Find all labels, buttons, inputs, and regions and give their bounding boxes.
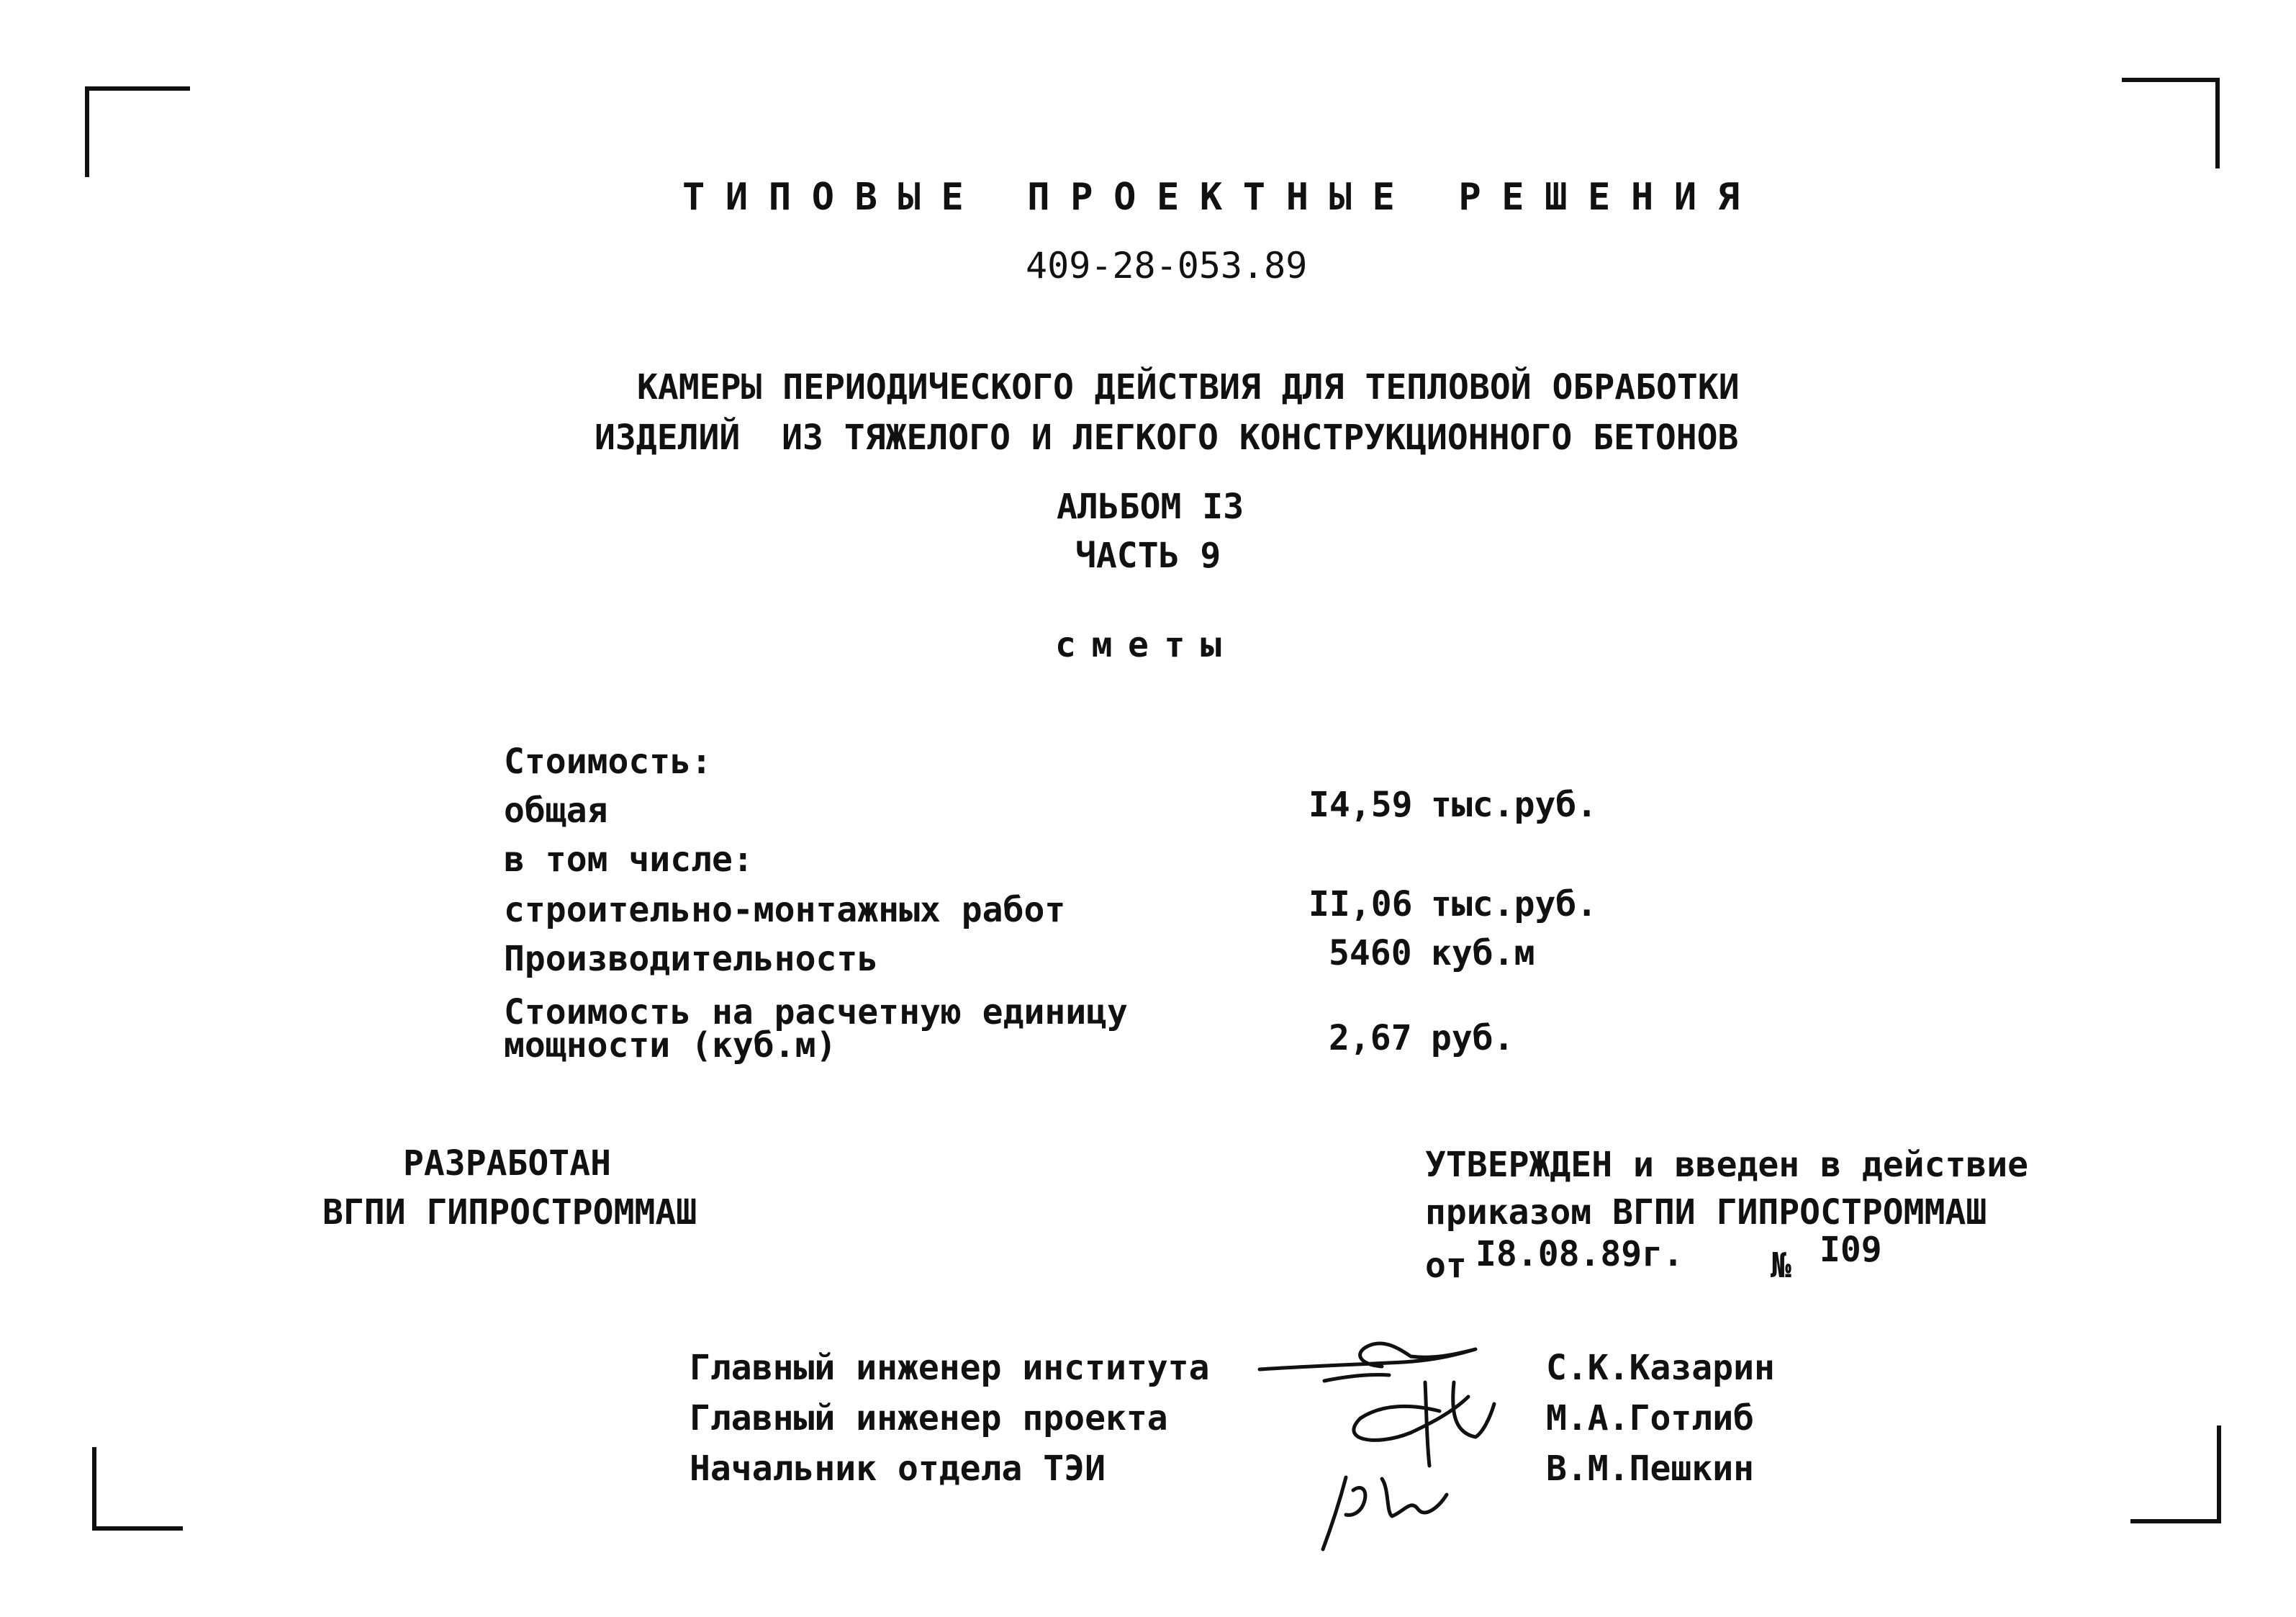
cost-unit-unit-cost: руб.: [1431, 1018, 1514, 1058]
cost-value-total: I4,59: [1309, 785, 1413, 825]
cost-unit-capacity: куб.м: [1431, 933, 1535, 973]
corner-mark-top-right: [2122, 78, 2220, 168]
approved-line-1: УТВЕРЖДЕН и введен в действие: [1425, 1145, 2029, 1185]
signature-name-3: В.М.Пешкин: [1546, 1449, 1754, 1489]
approved-date-prefix: от: [1425, 1246, 1467, 1286]
subject-line-2: ИЗДЕЛИЙ ИЗ ТЯЖЕЛОГО И ЛЕГКОГО КОНСТРУКЦИОННОГО БЕТОНОВ: [595, 418, 1739, 458]
signature-name-1: С.К.Казарин: [1546, 1348, 1775, 1388]
subject-line-1: КАМЕРЫ ПЕРИОДИЧЕСКОГО ДЕЙСТВИЯ ДЛЯ ТЕПЛОВОЙ ОБРАБОТКИ: [637, 367, 1740, 407]
developed-label: РАЗРАБОТАН: [403, 1143, 611, 1184]
series-title: ТИПОВЫЕ ПРОЕКТНЫЕ РЕШЕНИЯ: [682, 176, 1761, 219]
cost-unit-total: тыс.руб.: [1431, 785, 1598, 825]
part-number: ЧАСТЬ 9: [1075, 536, 1221, 576]
approved-number: I09: [1820, 1230, 1882, 1270]
cost-label-capacity: Производительность: [504, 939, 879, 979]
cost-label-unit-cost-1: Стоимость на расчетную единицу: [504, 992, 1128, 1032]
cost-heading: Стоимость:: [504, 742, 712, 782]
corner-mark-top-left: [85, 86, 190, 177]
cost-value-unit-cost: 2,67: [1329, 1018, 1412, 1058]
signature-name-2: М.А.Готлиб: [1546, 1398, 1754, 1438]
section-title: сметы: [1055, 625, 1237, 665]
signature-position-1: Главный инженер института: [690, 1348, 1210, 1388]
cost-label-total: общая: [504, 791, 608, 831]
approved-number-sign: №: [1771, 1246, 1791, 1286]
cost-label-including: в том числе:: [504, 839, 754, 880]
signature-position-3: Начальник отдела ТЭИ: [690, 1449, 1106, 1489]
corner-mark-bottom-left: [92, 1447, 183, 1531]
document-code: 409-28-053.89: [1026, 245, 1308, 287]
approved-line-2: приказом ВГПИ ГИПРОСТРОММАШ: [1425, 1192, 1987, 1233]
signature-position-2: Главный инженер проекта: [690, 1398, 1168, 1438]
corner-mark-bottom-right: [2130, 1425, 2221, 1523]
cost-value-construction: II,06: [1309, 884, 1413, 924]
cost-label-construction: строительно-монтажных работ: [504, 890, 1066, 930]
developed-org: ВГПИ ГИПРОСТРОММАШ: [322, 1192, 697, 1233]
approved-date: I8.08.89г.: [1475, 1234, 1683, 1274]
handwritten-signatures: [1238, 1296, 1540, 1555]
cost-value-capacity: 5460: [1329, 933, 1412, 973]
album-number: АЛЬБОМ I3: [1057, 487, 1244, 527]
cost-unit-construction: тыс.руб.: [1431, 884, 1598, 924]
cost-label-unit-cost-2: мощности (куб.м): [504, 1025, 837, 1066]
